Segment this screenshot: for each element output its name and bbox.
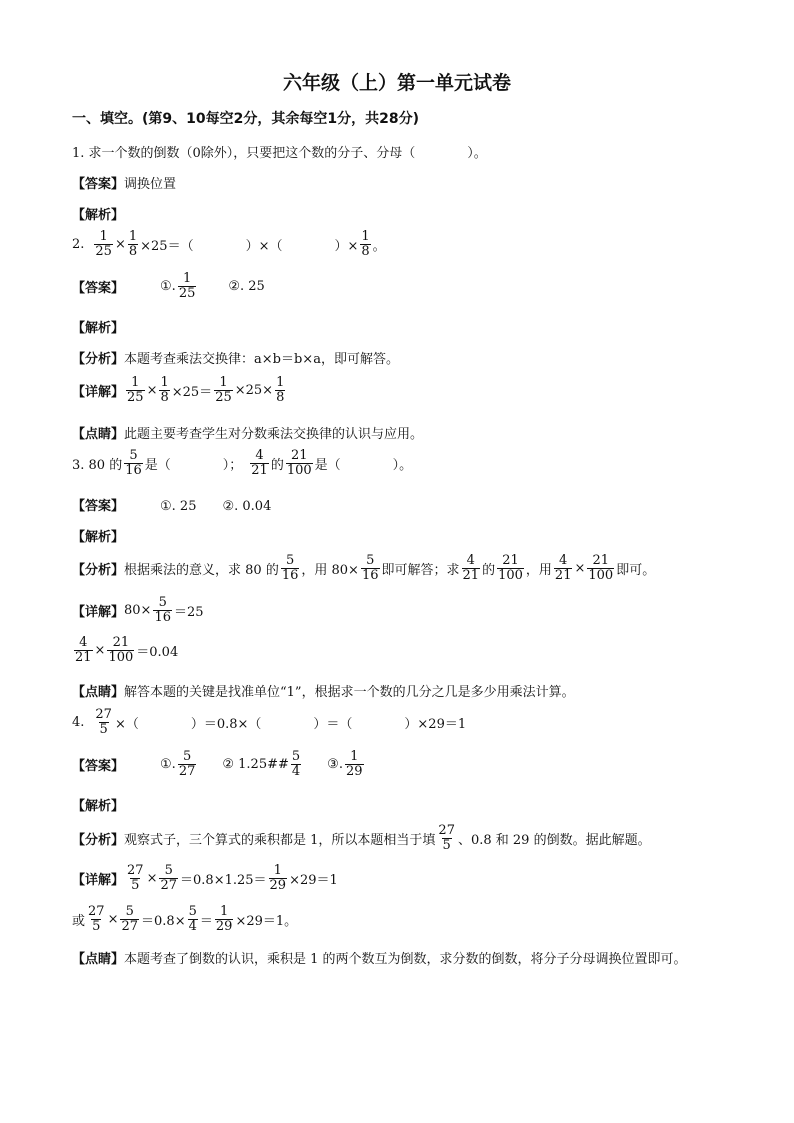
q4-dianjing: 【点睛】本题考查了倒数的认识，乘积是 1 的两个数互为倒数，求分数的倒数，将分子分母调换位置即可。	[72, 952, 687, 967]
q4-fenxi: 【分析】 观察式子，三个算式的乘积都是 1，所以本题相当于填 $\frac{27}{5}$ 、0.8 和 29 的倒数。据此解题。	[72, 823, 651, 853]
answer-label: 【答案】	[72, 177, 125, 192]
q2-analysis-label: 【解析】	[72, 321, 125, 336]
answer-label: 【答案】	[72, 280, 125, 296]
q3-answer-line: 【答案】 ①. 25 ②. 0.04	[72, 499, 272, 514]
question-4: 4. $\frac{27}{5}$ ×（ ）＝0.8×（ ）＝（ ）×29＝1	[72, 707, 467, 737]
question-3: 3. 80 的 $\frac{5}{16}$ 是（ ）； $\frac{4}{21}$ 的 $\frac{21}{100}$ 是（ ）。	[72, 448, 413, 478]
q2-number: 2.	[72, 236, 85, 252]
q3-dianjing: 【点睛】 解答本题的关键是找准单位“1”，根据求一个数的几分之几是多少用乘法计算。	[72, 685, 575, 700]
q2-xiangjie: 【详解】 $\frac{1}{25}$ × $\frac{1}{8}$ ×25＝ $\frac{1}{25}$ ×25× $\frac{1}{8}$	[72, 375, 285, 405]
q1-answer: 调换位置	[124, 177, 177, 192]
page-title: 六年级（上）第一单元试卷	[282, 72, 511, 94]
q3-analysis-label: 【解析】	[72, 530, 125, 545]
q1-analysis-label	[72, 204, 124, 223]
fraction: $\frac{1}{25}$	[178, 271, 196, 301]
q1-answer-line	[72, 173, 176, 192]
q4-xiangjie-2: 或 $\frac{27}{5}$ × $\frac{5}{27}$ ＝0.8× $\frac{5}{4}$ ＝ $\frac{1}{29}$ ×29＝1。	[72, 904, 298, 934]
q4-xiangjie: 【详解】 $\frac{27}{5}$ × $\frac{5}{27}$ ＝0.8×1.25＝ $\frac{1}{29}$ ×29＝1	[72, 863, 338, 893]
q3-xiangjie: 【详解】 80× $\frac{5}{16}$ ＝25	[72, 595, 204, 625]
question-2: 2. $\frac{1}{25}$ × $\frac{1}{8}$ ×25＝（ ）×（ ）× $\frac{1}{8}$ 。	[72, 229, 386, 259]
q4-analysis-label: 【解析】	[72, 799, 125, 814]
section-heading: 一、填空。(第9、10每空2分，其余每空1分，共28分)	[72, 111, 419, 127]
analysis-label: 【解析】	[72, 208, 125, 223]
fraction: $\frac{1}{8}$	[128, 229, 138, 259]
q2-fenxi: 【分析】 本题考查乘法交换律：a×b＝b×a，即可解答。	[72, 352, 399, 367]
q2-dianjing: 【点睛】 此题主要考查学生对分数乘法交换律的认识与应用。	[72, 427, 424, 442]
question-1: 1. 求一个数的倒数（0除外），只要把这个数的分子、分母（ ）。	[72, 146, 487, 161]
q2-answer-line: 【答案】 ①. $\frac{1}{25}$ ②. 25	[72, 271, 265, 301]
q3-xiangjie-2: $\frac{4}{21}$ × $\frac{21}{100}$ ＝0.04	[75, 635, 179, 665]
q4-answer-line: 【答案】 ①. $\frac{5}{27}$ ② 1.25## $\frac{5}{4}$ ③. $\frac{1}{29}$	[72, 749, 363, 779]
q3-fenxi: 【分析】 根据乘法的意义，求 80 的 $\frac{5}{16}$ ，用 80× $\frac{5}{16}$ 即可解答；求 $\frac{4}{21}$ 的 $\frac{21}{100}$ ，用 $\frac{4}{21}$ × $\frac{21}{100}$ 即可。	[72, 553, 656, 583]
fraction: $\frac{1}{25}$	[95, 229, 112, 259]
fraction: $\frac{1}{8}$	[361, 229, 370, 259]
